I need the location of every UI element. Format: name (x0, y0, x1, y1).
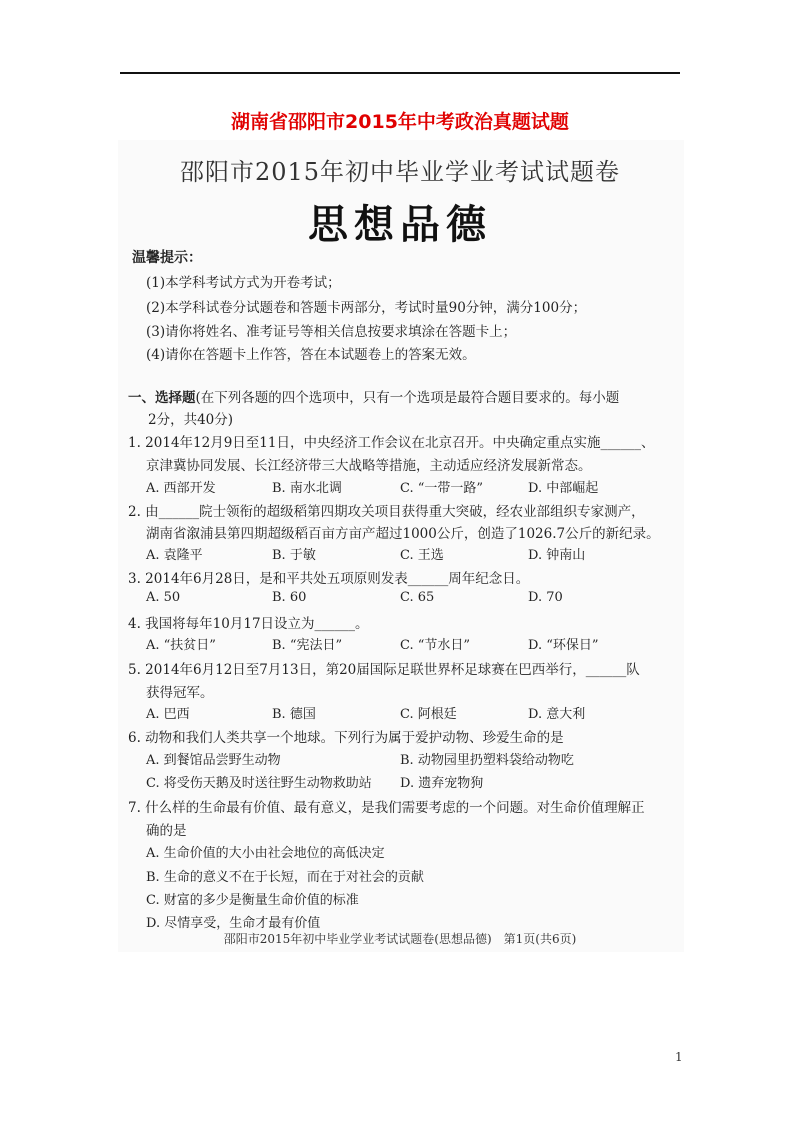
option: A. 到餐馆品尝野生动物 (146, 753, 281, 768)
option: B. 60 (272, 590, 307, 605)
option: A. 袁隆平 (146, 548, 203, 563)
section-instruction: (在下列各题的四个选项中，只有一个选项是最符合题目要求的。每小题 (195, 390, 620, 406)
option: C. 财富的多少是衡量生命价值的标准 (146, 893, 359, 908)
option: C. “一带一路” (400, 481, 484, 496)
option: B. 南水北调 (272, 481, 342, 496)
question-text: 5. 2014年6月12日至7月13日，第20届国际足联世界杯足球赛在巴西举行，______队 (128, 662, 640, 678)
question-text: 2. 由______院士领衔的超级稻第四期攻关项目获得重大突破，经农业部组织专家测产， (128, 504, 645, 520)
option: D. 遗弃宠物狗 (400, 776, 484, 791)
option: B. 于敏 (272, 548, 316, 563)
section-header (128, 386, 619, 406)
question-text: 6. 动物和我们人类共享一个地球。下列行为属于爱护动物、珍爱生命的是 (128, 730, 564, 746)
subject-title: 思想品德 (308, 201, 492, 248)
tip-item: (1)本学科考试方式为开卷考试； (146, 275, 341, 291)
question-text: 4. 我国将每年10月17日设立为______。 (128, 616, 369, 632)
option: A. “扶贫日” (146, 638, 216, 653)
section-instruction-cont: 2分，共40分) (148, 412, 234, 428)
option: D. “环保日” (528, 638, 599, 653)
tip-item: (4)请你在答题卡上作答，答在本试题卷上的答案无效。 (146, 347, 476, 363)
tips-heading: 温馨提示： (132, 250, 202, 266)
top-rule (120, 72, 680, 74)
exam-footer: 邵阳市2015年初中毕业学业考试试题卷(思想品德) 第1页(共6页) (223, 932, 577, 946)
option: A. 西部开发 (146, 481, 216, 496)
option: C. “节水日” (400, 638, 471, 653)
option: D. 意大利 (528, 707, 586, 722)
option: B. 德国 (272, 707, 316, 722)
question-text: 1. 2014年12月9日至11日，中央经济工作会议在北京召开。中央确定重点实施______、 (128, 435, 655, 451)
option: D. 中部崛起 (528, 481, 599, 496)
option: C. 65 (400, 590, 435, 605)
tip-item: (3)请你将姓名、准考证号等相关信息按要求填涂在答题卡上； (146, 324, 517, 340)
option: C. 阿根廷 (400, 707, 457, 722)
page-number: 1 (675, 1050, 683, 1064)
option: B. “宪法日” (272, 638, 343, 653)
option: D. 钟南山 (528, 548, 586, 563)
option: D. 70 (528, 590, 563, 605)
option: B. 动物园里扔塑料袋给动物吃 (400, 753, 574, 768)
document-title: 湖南省邵阳市2015年中考政治真题试题 (231, 111, 569, 133)
option: A. 巴西 (146, 707, 190, 722)
question-text: 湖南省溆浦县第四期超级稻百亩方亩产超过1000公斤，创造了1026.7公斤的新纪录。 (146, 526, 660, 542)
option: C. 将受伤天鹅及时送往野生动物救助站 (146, 776, 372, 791)
option: A. 50 (146, 590, 181, 605)
option: A. 生命价值的大小由社会地位的高低决定 (146, 846, 385, 861)
option: C. 王选 (400, 548, 444, 563)
question-text: 3. 2014年6月28日，是和平共处五项原则发表______周年纪念日。 (128, 571, 530, 587)
question-text: 7. 什么样的生命最有价值、最有意义，是我们需要考虑的一个问题。对生命价值理解正 (128, 800, 645, 816)
exam-title: 邵阳市2015年初中毕业学业考试试题卷 (179, 158, 621, 186)
question-text: 确的是 (146, 823, 187, 839)
question-text: 获得冠军。 (146, 685, 214, 701)
tip-item: (2)本学科试卷分试题卷和答题卡两部分，考试时量90分钟，满分100分； (146, 300, 587, 316)
option: B. 生命的意义不在于长短，而在于对社会的贡献 (146, 870, 424, 885)
option: D. 尽情享受，生命才最有价值 (146, 916, 321, 931)
section-title: 一、选择题 (128, 390, 196, 406)
question-text: 京津冀协同发展、长江经济带三大战略等措施，主动适应经济发展新常态。 (146, 458, 592, 474)
